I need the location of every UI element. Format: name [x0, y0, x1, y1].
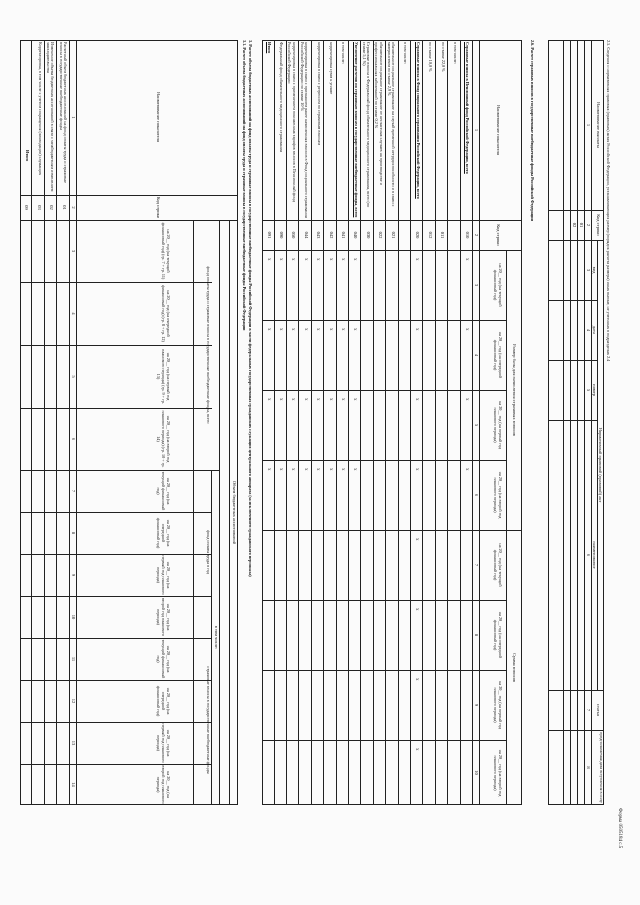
s3-col-header: на 20__ год (на второй год планового периода) (гр. 10 + гр. 14) [156, 410, 171, 468]
s3-col-number: 8 [71, 531, 76, 535]
s26-x-mark: x [327, 258, 333, 261]
s3-group-sv: страховые взносы в государственные внебюджетные фонды [206, 666, 211, 774]
s26-row-code: 041 [341, 231, 346, 239]
s26-h-code: Код строки [496, 224, 501, 246]
s26-x-mark: x [464, 398, 469, 401]
s3-col-header: на 20__ год (на очередной финансовый год) (гр. 8 + гр. 12) [161, 285, 171, 342]
s3-col-header: на 20__ год (на первый год планового периода) [156, 723, 171, 763]
s26-x-mark: x [340, 258, 345, 261]
s26-row-code: 010 [465, 231, 470, 239]
s26-x-mark: x [414, 538, 420, 541]
s3-row-code: 02 [49, 205, 55, 210]
s3-row-name: Итого [25, 150, 31, 162]
s26-x-mark: x [290, 398, 296, 401]
s3-col-header: на 20__ год (на очередной финансовый год) [156, 517, 171, 549]
s3-row-name: Расчетный объем бюджетных ассигнований на фонд оплаты труда и страховые взносы в государственные внебюджетные фонды [58, 42, 68, 183]
s25-h1: Наименование выплаты [596, 102, 601, 148]
s26-h-name: Наименование показателя [496, 105, 501, 155]
s26-x-mark: x [290, 258, 296, 261]
s26-row-name: в том числе: [403, 42, 409, 64]
s3-row-code: 03 [37, 205, 42, 210]
s26-row-name: по ставке 22,0 % [440, 42, 446, 72]
s26-row-name: обязательное социальное страхование на случай временной нетрудоспособности и в связи с материнством по ставке 2,9 % [386, 42, 397, 207]
s25-h3: вид [592, 266, 597, 274]
s3-col-number: 5 [71, 375, 76, 378]
s26-x-mark: x [414, 328, 420, 331]
s26-row-name: Страховые взносы в Федеральный фонд обязательного медицинского страхования, всего (по ставке 5,1 %) [361, 42, 372, 208]
s25-h6: наименование [592, 541, 597, 569]
s26-row-code: 030 [365, 231, 371, 239]
s3-h-code: Код строки [156, 196, 161, 219]
s26-x-mark: x [414, 468, 420, 471]
s3-col-header: на 20__ год (на очередной финансовый год) [156, 685, 171, 717]
s26-x-mark: x [414, 398, 420, 401]
s3-group-fot2: фонд оплаты труда в год [206, 530, 211, 574]
s26-x-mark: x [278, 258, 283, 261]
s26-row-name: Федеральный фонд обязательного медицинского страхования [279, 42, 285, 152]
s25-group: Нормативный правовой (правовой) акт [598, 427, 604, 503]
s3-row-name: Корректировка, в том числе с учетом сокращения (ликвидации) служащих [38, 42, 43, 175]
s25-h7: статья [596, 704, 601, 716]
s3-row-code: 01 [62, 205, 67, 210]
s3-col-number: 7 [71, 489, 76, 493]
s3-col-number: 4 [71, 312, 76, 315]
s26-row-name: Итого [267, 42, 273, 54]
s3-col-header: на 20__ год (на текущий финансовый год) [156, 471, 171, 511]
s26-x-mark: x [352, 398, 358, 401]
s3-col-number: 10 [71, 614, 76, 620]
s26-row-code: 011 [440, 231, 446, 239]
s26-row-code: 091 [266, 231, 272, 239]
form-number: Форма 0505184 с.5 [617, 808, 622, 849]
s26-x-mark: x [414, 258, 420, 261]
s26-row-name: по ставке 10,0 % [428, 42, 434, 72]
s26-x-mark: x [302, 258, 308, 261]
s26-row-code: 021 [390, 231, 396, 239]
section-2-6-title: 2.6. Расчет страховых взносов в государственные внебюджетные фонды Российской Федерации [530, 40, 535, 222]
s26-x-mark: x [278, 398, 283, 401]
s26-x-mark: x [315, 468, 321, 471]
s3-col-number: 6 [71, 437, 76, 441]
s3-group-fot: фонд оплаты труда и страховые взносы в государственные внебюджетные фонды, всего [206, 266, 211, 424]
s3-h-name: Наименование показателя [156, 92, 161, 142]
s3-group-all: Объем бюджетных ассигнований [232, 480, 237, 545]
s25-h8: предполагаемая дата вступления в силу [599, 732, 604, 803]
s26-x-mark: x [352, 468, 358, 471]
s3-col-number: 3 [71, 249, 76, 253]
s26-row-name: обязательное социальное страхование от несчастных случаев на производстве и профессиональных заболеваний по ставке 0,2 % [374, 42, 384, 185]
s26-x-mark: x [464, 468, 469, 471]
s25-code-02: 02 [572, 222, 577, 228]
s26-group-base: Размер базы для начисления страховых взносов [512, 344, 517, 436]
s26-row-name: в том числе: [453, 42, 459, 64]
section-2-5-title: 2.5. Сведения о нормативных правовых (правовых) актах Российской Федерации, устанавливающих размер (порядок расчета размера) иных выплат, не учтенных в подразделах 2.4 [606, 40, 611, 362]
s26-row-code: 040 [353, 231, 359, 239]
s26-x-mark: x [352, 328, 358, 331]
s3-col-header: на 20__ год (на текущий финансовый год) (гр. 7 + гр. 11) [161, 222, 171, 280]
s26-x-mark: x [327, 398, 333, 401]
s26-row-name: корректировка в связи с применением пониженных тарифов взносов в Пенсионный фонд Российской Федерации [287, 42, 297, 202]
s26-x-mark: x [340, 328, 345, 331]
s26-row-code: 042 [328, 231, 334, 239]
s3-col-number: 12 [71, 698, 76, 704]
s3-col-number: 2 [71, 206, 76, 209]
s26-row-name: корректировка в связи с регрессом по страховым взносам [316, 42, 322, 145]
s3-col-header: на 20__ год (на второй год планового периода) [156, 765, 171, 804]
s26-x-mark: x [414, 608, 420, 611]
section-3-title: 3. Расчет объема бюджетных ассигнований на фонд оплаты труда и страховые взносы в государственные внебюджетные фонды Российской Федерации в части федеральных государственных гражданских служащих центрального аппарата (за исключением гражданского персонала) [248, 40, 253, 577]
s3-col-number: 11 [71, 656, 76, 662]
s26-row-name: корректировка сумм к уплате [329, 42, 335, 95]
s26-row-code: 012 [427, 231, 433, 239]
s26-x-mark: x [265, 398, 271, 401]
s26-row-code: 050 [291, 231, 297, 239]
s3-col-number: 14 [71, 782, 76, 787]
s26-x-mark: x [302, 328, 308, 331]
s26-row-name: Страховые взносы в Фонд социального страхования Российской Федерации, всего [415, 42, 421, 199]
s25-h4: дата [592, 325, 597, 335]
s3-col-header: на 20__ год (на второй год планового периода) [156, 597, 171, 637]
s26-x-mark: x [414, 678, 420, 681]
s26-row-code: 090 [279, 231, 284, 239]
s26-x-mark: x [327, 468, 333, 471]
s26-x-mark: x [265, 328, 271, 331]
s3-col-number: 1 [71, 116, 76, 119]
s25-h5: номер [592, 384, 597, 396]
s26-x-mark: x [265, 258, 271, 261]
s26-row-name: корректировка в связи с признанием ранее начисленных взносов в Фонд социального страхования Российской Федерации по ставке 10 % [299, 42, 310, 218]
s3-row-name: Изменение объема бюджетных ассигнований в связи с межбюджетным изменением законодательства [46, 42, 56, 192]
section-3-1-title: 3.1. Расчет объема бюджетных ассигнований на фонд оплаты труда и страховые взносы в государственные внебюджетные фонды Российской Федерации [242, 40, 247, 331]
s26-x-mark: x [315, 258, 321, 261]
s26-row-code: 044 [303, 231, 309, 239]
s3-col-number: 9 [71, 573, 76, 577]
s25-code-01: 01 [579, 222, 584, 228]
s26-x-mark: x [352, 258, 358, 261]
s3-col-header: на 20__ год (на первый год планового периода) [156, 555, 171, 595]
s26-x-mark: x [340, 398, 345, 401]
s26-x-mark: x [340, 468, 345, 471]
s26-x-mark: x [290, 468, 296, 471]
s3-col-number: 13 [71, 740, 76, 746]
s3-col-header: на 20__ год (на текущий финансовый год) [156, 639, 171, 679]
s3-incl: в том числе: [214, 625, 219, 650]
s26-row-code: 043 [316, 231, 322, 239]
s26-x-mark: x [414, 748, 420, 751]
s26-x-mark: x [290, 328, 296, 331]
s3-row-code: 09 [24, 205, 30, 210]
s26-x-mark: x [278, 468, 283, 471]
s26-row-name: в том числе: [341, 42, 347, 64]
s26-x-mark: x [302, 398, 308, 401]
rotated-content: Форма 0505184 с.5 2.5. Сведения о нормативных правовых (правовых) актах Российской Федерации, устанавливающих размер (порядок расчета размера) иных выплат, не учтенных в подразделах 2.4 Нормативный правовой (правовой) акт Наименование выплаты Код строки вид дата номер наименование статья предполагаемая дата вступления в силу 1 2 3 4 5 6 7 8 01 02 2.6. Расчет страховых взносов в государственные внебюджетные фонды Российской Федерации Размер базы для начисления страховых взносов Сумма взносов Наименование показателя Код строки на 20__ год (на текущий финансовый год) на 20__ год (на очередной финансовый год) на 20__ год (на первый год планового периода) на 20__ год (на второй год планового периода) на 20__ год (на текущий финансовый год) на 20__ год (на очередной финансовый год) на 20__ год (на первый год планового периода) на 20__ год (на второй год планового периода) 1 2 3 4 5 6 7 8 9 10 Страховые взносы в Пенсионный фонд Российской Федерации, всего 010 x x x x в том числе: по ставке 22,0 % 011 по ставке 10,0 % 012 Страховые взносы в Фонд социального страхования Российской Федерации, всего 020 x x x x x x x x в том числе: обязательное социальное страхование на случай временной нетрудоспособности и в связи с материнством по ставке 2,9 % 021 обязательное социальное страхование от несчастных случаев на производстве и профессиональных заболеваний по ставке 0,2 % 022 Страховые взносы в Федеральный фонд обязательного медицинского страхования, всего (по ставке 5,1 %) 030 Увеличение расчетов по страховым взносам в государственные внебюджетные фонды, всего 040 x x x x в том числе: 041 x x x x корректировка сумм к уплате 042 x x x x корректировка в связи с регрессом по страховым взносам 043 x x x x корректировка в связи с признанием ранее начисленных взносов в Фонд социального страхования Российской Федерации по ставке 10 % 044 x x x x корректировка в связи с применением пониженных тарифов взносов в Пенсионный фонд Российской Федерации 050 x x x x Федеральный фонд обязательного медицинского страхования 090 x x x x Итого 091 x x x x 3. Расчет объема бюджетных ассигнований на фонд оплаты труда и страховые взносы в государственные внебюджетные фонды Российской Федерации в части федеральных государственных гражданских служащих центрального аппарата (за исключением гражданского персонала) 3.1. Расчет объема бюджетных ассигнований на фонд оплаты труда и страховые взносы в государственные внебюджетные фонды Российской Федерации Объем бюджетных ассигнований в том числе: фонд оплаты труда и страховые взносы в государственные внебюджетные фонды, всего фонд оплаты труда в год страховые взносы в государственные внебюджетные фонды Наименование показателя Код строки на 20__ год (на текущий финансовый год) (гр. 7 + гр. 11) на 20__ год (на очередной финансовый год) (гр. 8 + гр. 12) на 20__ год (на первый год планового периода) (гр. 9 + гр. 13) на 20__ год (на второй год планового периода) (гр. 10 + гр. 14) на 20__ год (на текущий финансовый год) на 20__ год (на очередной финансовый год) на 20__ год (на первый год планового периода) на 20__ год (на второй год планового периода) на 20__ год (на текущий финансовый год) на 20__ год (на очередной финансовый год) на 20__ год (на первый год планового периода) на 20__ год (на второй год планового периода) 1 2 3 4 5 6 7 8 9 10 11 12 13 14 Расчетный объем бюджетных ассигнований на фонд оплаты труда и страховые взносы в государственные внебюджетные фонды 01 Изменение объема бюджетных ассигнований в связи с межбюджетным изменением законодательства 02 Корректировка, в том числе с учетом сокращения (ликвидации) служащих 03 Итого 09 [0, 0, 640, 905]
s26-x-mark: x [265, 468, 271, 471]
s26-x-mark: x [464, 258, 469, 261]
s26-row-code: 022 [378, 231, 384, 239]
s26-x-mark: x [302, 468, 308, 471]
s26-x-mark: x [464, 328, 469, 331]
s25-h2: Код строки [596, 214, 601, 236]
s26-group-sum: Сумма взносов [512, 653, 517, 682]
s3-col-header: на 20__ год (на первый год планового периода) (гр. 9 + гр. 13) [156, 349, 171, 404]
s26-row-code: 020 [415, 231, 421, 239]
s26-x-mark: x [278, 328, 283, 331]
s26-row-name: Страховые взносы в Пенсионный фонд Российской Федерации, всего [465, 42, 471, 174]
s26-x-mark: x [327, 328, 333, 331]
s26-x-mark: x [315, 398, 321, 401]
s26-x-mark: x [315, 328, 321, 331]
s26-row-name: Увеличение расчетов по страховым взносам в государственные внебюджетные фонды, всего [353, 42, 359, 218]
